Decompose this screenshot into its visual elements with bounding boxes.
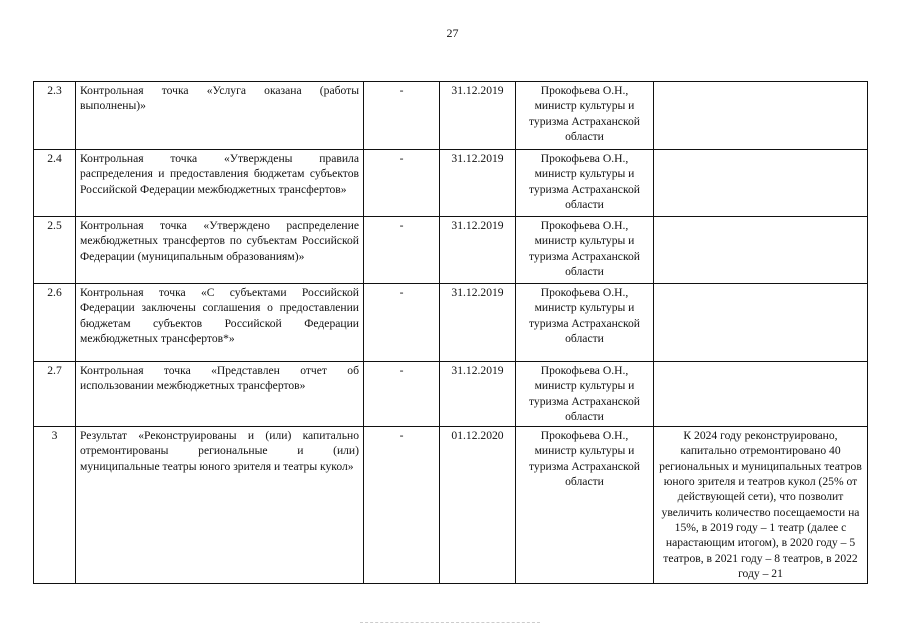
row-start-date: - (364, 362, 440, 427)
row-note (654, 362, 868, 427)
row-end-date: 31.12.2019 (440, 217, 516, 284)
row-responsible: Прокофьева О.Н., министр культуры и туризма Астраханской области (516, 82, 654, 150)
row-responsible: Прокофьева О.Н., министр культуры и туризма Астраханской области (516, 427, 654, 584)
row-number: 2.7 (34, 362, 76, 427)
row-end-date: 31.12.2019 (440, 284, 516, 362)
table-row (34, 427, 868, 584)
table-row (34, 82, 868, 150)
row-note (654, 150, 868, 217)
row-description: Контрольная точка «Представлен отчет об использовании межбюджетных трансфертов» (76, 362, 364, 427)
row-start-date: - (364, 82, 440, 150)
row-note (654, 217, 868, 284)
table-row (34, 217, 868, 284)
row-description: Контрольная точка «С субъектами Российской Федерации заключены соглашения о предоставлении бюджетам субъектов Российской Федерации межбюджетных трансфертов*» (76, 284, 364, 362)
page-number: 27 (446, 26, 459, 40)
table-row (34, 150, 868, 217)
table-row (34, 362, 868, 427)
row-start-date: - (364, 217, 440, 284)
row-responsible: Прокофьева О.Н., министр культуры и туризма Астраханской области (516, 217, 654, 284)
row-start-date: - (364, 150, 440, 217)
row-end-date: 31.12.2019 (440, 82, 516, 150)
row-note (654, 82, 868, 150)
scan-artifact-line (360, 622, 540, 623)
row-responsible: Прокофьева О.Н., министр культуры и туризма Астраханской области (516, 362, 654, 427)
row-note: К 2024 году реконструировано, капитально отремонтировано 40 региональных и муниципальных театров юного зрителя и театров кукол (25% от действующей сети), что позволит увеличить количество посещаемости на 15%, в 2019 году – 1 театр (далее с нарастающим итогом), в 2020 году – 5 театров, в 2021 году – 8 театров, в 2022 году – 21 (654, 427, 868, 584)
row-start-date: - (364, 427, 440, 584)
row-responsible: Прокофьева О.Н., министр культуры и туризма Астраханской области (516, 284, 654, 362)
row-number: 2.6 (34, 284, 76, 362)
row-number: 2.4 (34, 150, 76, 217)
row-responsible: Прокофьева О.Н., министр культуры и туризма Астраханской области (516, 150, 654, 217)
row-end-date: 31.12.2019 (440, 362, 516, 427)
row-description: Результат «Реконструированы и (или) капитально отремонтированы региональные и (или) муниципальные театры юного зрителя и театры кукол» (76, 427, 364, 584)
row-number: 2.5 (34, 217, 76, 284)
row-start-date: - (364, 284, 440, 362)
row-description: Контрольная точка «Утверждены правила распределения и предоставления бюджетам субъектов Российской Федерации межбюджетных трансфертов» (76, 150, 364, 217)
row-number: 2.3 (34, 82, 76, 150)
table-row (34, 284, 868, 362)
row-end-date: 01.12.2020 (440, 427, 516, 584)
row-description: Контрольная точка «Утверждено распределение межбюджетных трансфертов по субъектам Российской Федерации (муниципальным образованиям)» (76, 217, 364, 284)
row-end-date: 31.12.2019 (440, 150, 516, 217)
row-note (654, 284, 868, 362)
row-description: Контрольная точка «Услуга оказана (работы выполнены)» (76, 82, 364, 150)
plan-table (33, 81, 868, 584)
row-number: 3 (34, 427, 76, 584)
